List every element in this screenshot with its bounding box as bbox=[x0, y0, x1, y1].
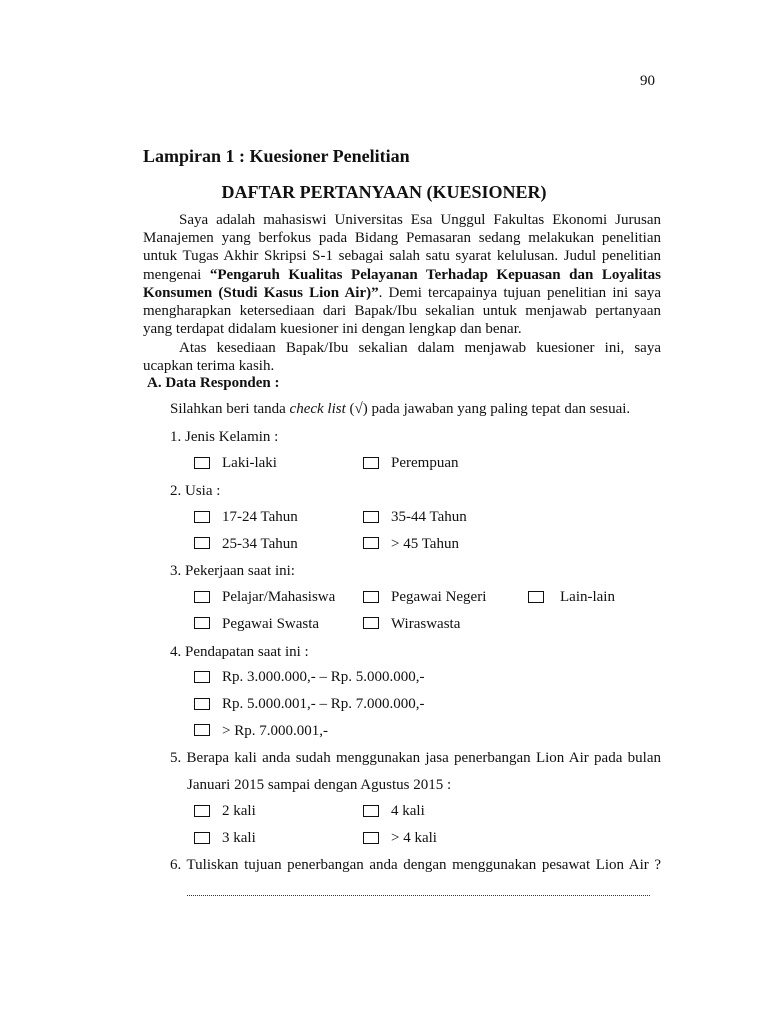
thanks-text: Atas kesediaan Bapak/Ibu sekalian dalam menjawab kuesioner ini, saya ucapkan terima kasih. bbox=[143, 340, 661, 375]
intro-paragraph bbox=[143, 211, 661, 338]
option-3-times: 3 kali bbox=[222, 830, 256, 846]
answer-line-destination[interactable] bbox=[187, 885, 650, 896]
option-civil-servant: Pegawai Negeri bbox=[391, 589, 487, 605]
page-number: 90 bbox=[640, 73, 655, 89]
option-age-17-24: 17-24 Tahun bbox=[222, 509, 298, 525]
checkbox-student[interactable] bbox=[194, 591, 210, 603]
question-flight-frequency-cont: Januari 2015 sampai dengan Agustus 2015 : bbox=[187, 777, 452, 793]
checkbox-3-times[interactable] bbox=[194, 832, 210, 844]
option-other: Lain-lain bbox=[560, 589, 615, 605]
checkbox-more-than-4[interactable] bbox=[363, 832, 379, 844]
option-income-1: Rp. 3.000.000,- – Rp. 5.000.000,- bbox=[222, 669, 425, 685]
option-male: Laki-laki bbox=[222, 455, 277, 471]
option-entrepreneur: Wiraswasta bbox=[391, 616, 461, 632]
intro-text: Saya adalah mahasiswi Universitas Esa Unggul Fakultas Ekonomi Jurusan Manajemen yang berfokus pada Bidang Pemasaran sedang melakukan penelitian untuk Tugas Akhir Skripsi S-1 sebagai salah satu syarat kelulusan. Judul penelitian mengenai bbox=[143, 212, 661, 283]
checkbox-female[interactable] bbox=[363, 457, 379, 469]
option-more-than-4: > 4 kali bbox=[391, 830, 437, 846]
question-income: 4. Pendapatan saat ini : bbox=[170, 644, 309, 660]
checkbox-income-3[interactable] bbox=[194, 724, 210, 736]
checkbox-other[interactable] bbox=[528, 591, 544, 603]
option-age-45-plus: > 45 Tahun bbox=[391, 536, 459, 552]
appendix-title: Lampiran 1 : Kuesioner Penelitian bbox=[143, 146, 410, 166]
checkbox-entrepreneur[interactable] bbox=[363, 617, 379, 629]
option-age-25-34: 25-34 Tahun bbox=[222, 536, 298, 552]
check-list-term: check list bbox=[289, 401, 346, 417]
checkbox-male[interactable] bbox=[194, 457, 210, 469]
thanks-paragraph bbox=[143, 339, 661, 375]
checkbox-income-2[interactable] bbox=[194, 698, 210, 710]
question-gender: 1. Jenis Kelamin : bbox=[170, 429, 279, 445]
option-4-times: 4 kali bbox=[391, 803, 425, 819]
checkbox-2-times[interactable] bbox=[194, 805, 210, 817]
option-age-35-44: 35-44 Tahun bbox=[391, 509, 467, 525]
option-income-2: Rp. 5.000.001,- – Rp. 7.000.000,- bbox=[222, 696, 425, 712]
checkbox-private-employee[interactable] bbox=[194, 617, 210, 629]
section-a-heading: A. Data Responden : bbox=[147, 375, 280, 391]
checkbox-civil-servant[interactable] bbox=[363, 591, 379, 603]
checkbox-age-17-24[interactable] bbox=[194, 511, 210, 523]
instruction-text: Silahkan beri tanda check list (√) pada jawaban yang paling tepat dan sesuai. bbox=[170, 401, 631, 417]
checkbox-4-times[interactable] bbox=[363, 805, 379, 817]
research-title: “Pengaruh Kualitas Pelayanan Terhadap Kepuasan dan Loyalitas Konsumen (Studi Kasus Lion Air)” bbox=[143, 266, 661, 301]
option-2-times: 2 kali bbox=[222, 803, 256, 819]
document-title: DAFTAR PERTANYAAN (KUESIONER) bbox=[221, 182, 547, 202]
question-flight-frequency: 5. Berapa kali anda sudah menggunakan jasa penerbangan Lion Air pada bulan bbox=[170, 750, 661, 766]
checkbox-age-45-plus[interactable] bbox=[363, 537, 379, 549]
option-student: Pelajar/Mahasiswa bbox=[222, 589, 336, 605]
question-occupation: 3. Pekerjaan saat ini: bbox=[170, 563, 295, 579]
option-female: Perempuan bbox=[391, 455, 459, 471]
option-private-employee: Pegawai Swasta bbox=[222, 616, 320, 632]
option-income-3: > Rp. 7.000.001,- bbox=[222, 723, 328, 739]
question-destination: 6. Tuliskan tujuan penerbangan anda dengan menggunakan pesawat Lion Air ? bbox=[170, 857, 661, 873]
checkbox-age-25-34[interactable] bbox=[194, 537, 210, 549]
intro-text-end: . Demi tercapainya tujuan penelitian ini saya mengharapkan ketersediaan dari Bapak/Ibu sekalian untuk menjawab pertanyaan yang terdapat didalam kuesioner ini dengan lengkap dan benar. bbox=[143, 284, 661, 338]
checkbox-age-35-44[interactable] bbox=[363, 511, 379, 523]
checkbox-income-1[interactable] bbox=[194, 671, 210, 683]
question-age: 2. Usia : bbox=[170, 483, 221, 499]
